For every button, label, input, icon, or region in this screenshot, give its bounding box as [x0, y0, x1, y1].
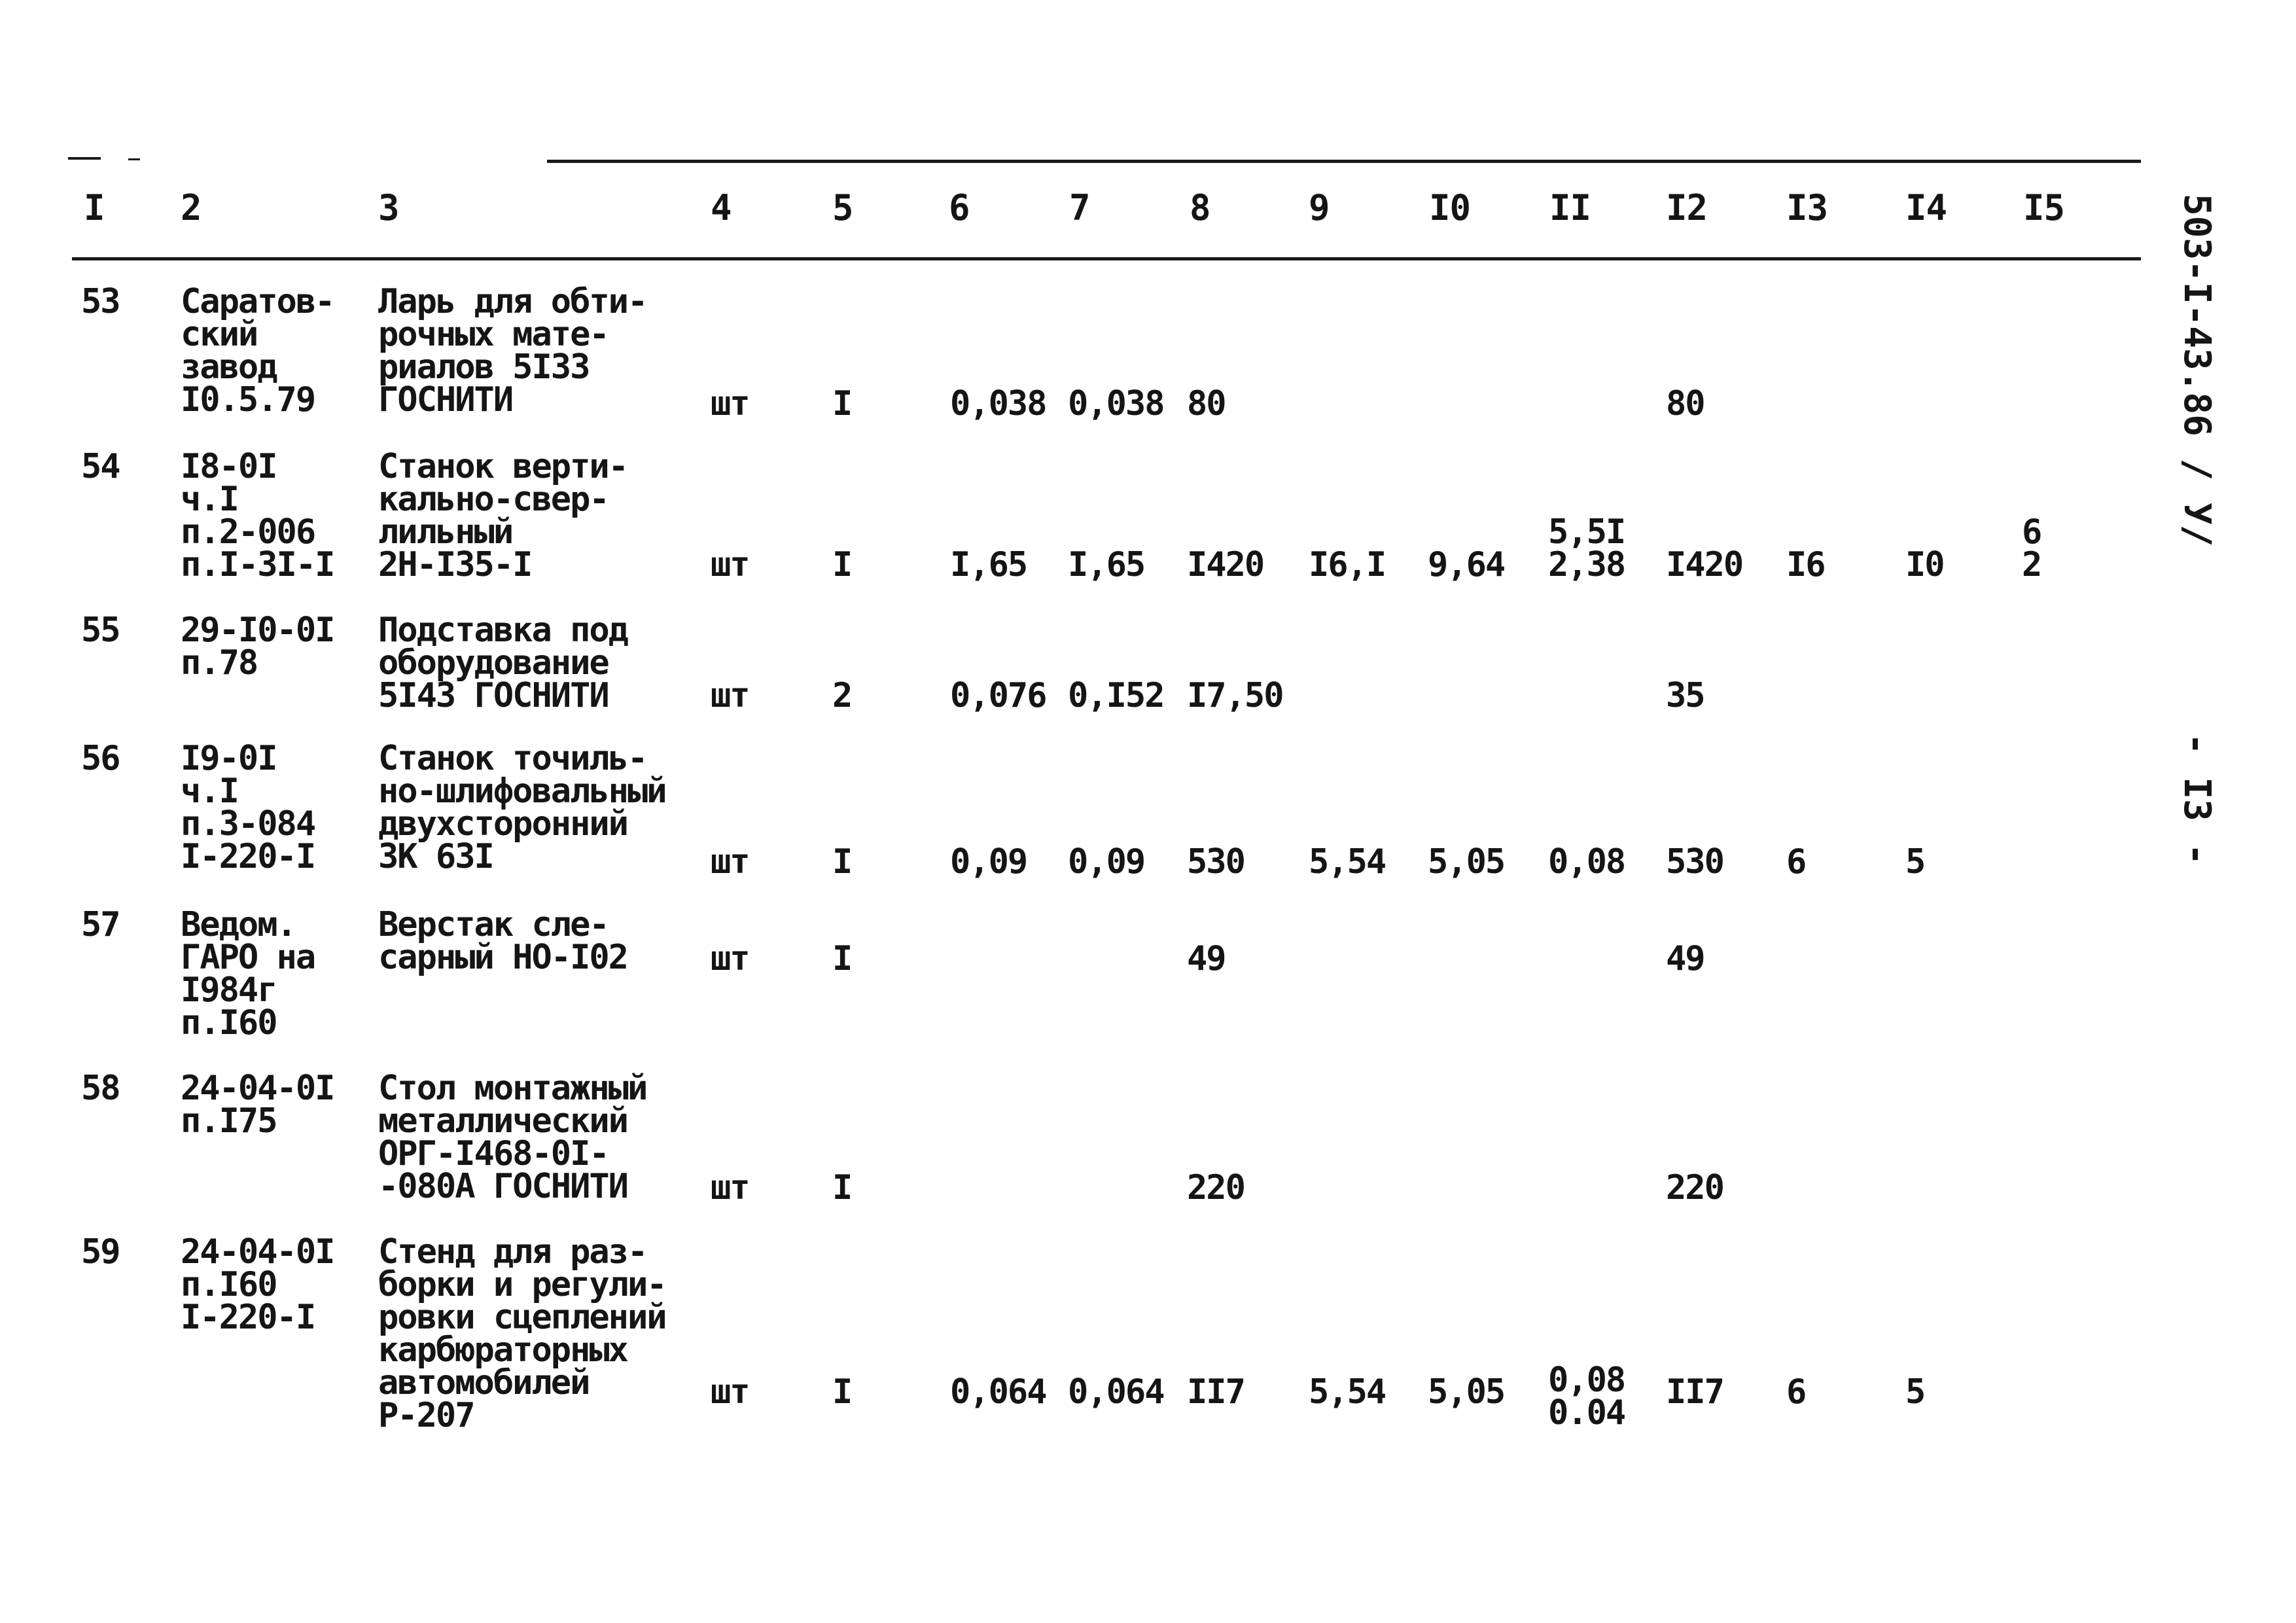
equipment-name: Подставка под оборудование 5I43 ГОСНИТИ	[378, 611, 627, 715]
top-rule	[547, 160, 2141, 163]
column-header-12: I2	[1666, 187, 1708, 228]
row-number: 57	[81, 905, 120, 944]
col-8-value: II7	[1187, 1372, 1245, 1412]
row-number: 58	[81, 1069, 120, 1108]
col-12-value: 49	[1666, 939, 1704, 978]
col-8-value: 530	[1187, 842, 1245, 882]
equipment-name: Ларь для обти- рочных мате- риалов 5I33 ГОСНИТИ	[378, 282, 647, 419]
top-rule-dash	[128, 158, 140, 160]
row-number: 56	[81, 739, 120, 778]
col-10-value: 9,64	[1428, 545, 1505, 584]
col-8-value: I7,50	[1187, 676, 1283, 715]
doc-code: 503-I-43.86 / У/	[2176, 194, 2218, 547]
row-number: 53	[81, 282, 120, 321]
col-9-value: 5,54	[1309, 842, 1386, 882]
source-ref: 24-04-0I п.I60 I-220-I	[181, 1232, 334, 1337]
source-ref: Саратов- ский завод I0.5.79	[181, 282, 334, 419]
source-ref: I9-0I ч.I п.3-084 I-220-I	[181, 739, 315, 876]
equipment-name: Станок верти- кально-свер- лильный 2Н-I35-I	[378, 447, 627, 584]
col-14-value: 5	[1905, 842, 1925, 882]
column-header-6: 6	[949, 187, 970, 228]
col-8-value: 49	[1187, 939, 1226, 978]
col-8-value: 80	[1187, 384, 1226, 423]
col-12-value: I420	[1666, 545, 1743, 584]
col-12-value: 80	[1666, 384, 1704, 423]
column-header-10: I0	[1429, 187, 1471, 228]
col-11-value: 5,5I 2,38	[1548, 512, 1625, 584]
quantity: I	[832, 545, 852, 584]
col-15-value: 6 2	[2022, 512, 2041, 584]
column-header-4: 4	[711, 187, 732, 228]
column-header-8: 8	[1190, 187, 1210, 228]
unit: шт	[711, 676, 749, 715]
col-6-value: 0,09	[950, 842, 1027, 882]
col-10-value: 5,05	[1428, 842, 1505, 882]
col-12-value: 530	[1666, 842, 1723, 882]
col-12-value: II7	[1666, 1372, 1723, 1412]
source-ref: I8-0I ч.I п.2-006 п.I-3I-I	[181, 447, 334, 584]
col-6-value: 0,038	[950, 384, 1046, 423]
source-ref: 24-04-0I п.I75	[181, 1069, 334, 1141]
column-header-11: II	[1549, 187, 1591, 228]
col-12-value: 220	[1666, 1168, 1723, 1207]
equipment-name: Стол монтажный металлический ОРГ-I468-0I- -080А ГОСНИТИ	[378, 1069, 647, 1206]
col-7-value: 0,064	[1068, 1372, 1164, 1412]
col-10-value: 5,05	[1428, 1372, 1505, 1412]
unit: шт	[711, 939, 749, 978]
unit: шт	[711, 1372, 749, 1412]
col-13-value: 6	[1786, 1372, 1806, 1412]
quantity: I	[832, 939, 852, 978]
col-11-value: 0,08 0.04	[1548, 1361, 1625, 1433]
source-ref: Ведом. ГАРО на I984г п.I60	[181, 905, 315, 1043]
row-number: 54	[81, 447, 120, 486]
row-number: 55	[81, 611, 120, 650]
row-number: 59	[81, 1232, 120, 1272]
col-14-value: 5	[1905, 1372, 1925, 1412]
col-11-value: 0,08	[1548, 842, 1625, 882]
source-ref: 29-I0-0I п.78	[181, 611, 334, 683]
column-header-1: I	[84, 187, 105, 228]
col-6-value: 0,064	[950, 1372, 1046, 1412]
col-13-value: 6	[1786, 842, 1806, 882]
unit: шт	[711, 384, 749, 423]
column-header-5: 5	[832, 187, 853, 228]
quantity: I	[832, 384, 852, 423]
col-7-value: 0,09	[1068, 842, 1145, 882]
column-header-14: I4	[1905, 187, 1947, 228]
header-rule	[72, 257, 2141, 260]
column-header-3: 3	[378, 187, 399, 228]
col-7-value: I,65	[1068, 545, 1145, 584]
equipment-name: Стенд для раз- борки и регули- ровки сцеплений карбюраторных автомобилей Р-207	[378, 1232, 666, 1435]
col-9-value: 5,54	[1309, 1372, 1386, 1412]
column-header-2: 2	[181, 187, 202, 228]
col-7-value: 0,038	[1068, 384, 1164, 423]
quantity: I	[832, 1372, 852, 1412]
quantity: 2	[832, 676, 852, 715]
equipment-name: Верстак сле- сарный НО-I02	[378, 905, 627, 977]
col-14-value: I0	[1905, 545, 1944, 584]
column-header-9: 9	[1309, 187, 1330, 228]
quantity: I	[832, 1168, 852, 1207]
page-number: - I3 -	[2176, 733, 2218, 866]
quantity: I	[832, 842, 852, 882]
column-header-13: I3	[1786, 187, 1828, 228]
unit: шт	[711, 545, 749, 584]
unit: шт	[711, 1168, 749, 1207]
col-9-value: I6,I	[1309, 545, 1386, 584]
col-6-value: 0,076	[950, 676, 1046, 715]
col-8-value: I420	[1187, 545, 1264, 584]
col-12-value: 35	[1666, 676, 1704, 715]
column-header-7: 7	[1069, 187, 1090, 228]
col-6-value: I,65	[950, 545, 1027, 584]
unit: шт	[711, 842, 749, 882]
col-13-value: I6	[1786, 545, 1825, 584]
col-8-value: 220	[1187, 1168, 1245, 1207]
equipment-name: Станок точиль- но-шлифовальный двухсторонний ЗК 63I	[378, 739, 666, 876]
column-header-15: I5	[2023, 187, 2065, 228]
col-7-value: 0,I52	[1068, 676, 1164, 715]
top-rule-short	[68, 157, 101, 160]
